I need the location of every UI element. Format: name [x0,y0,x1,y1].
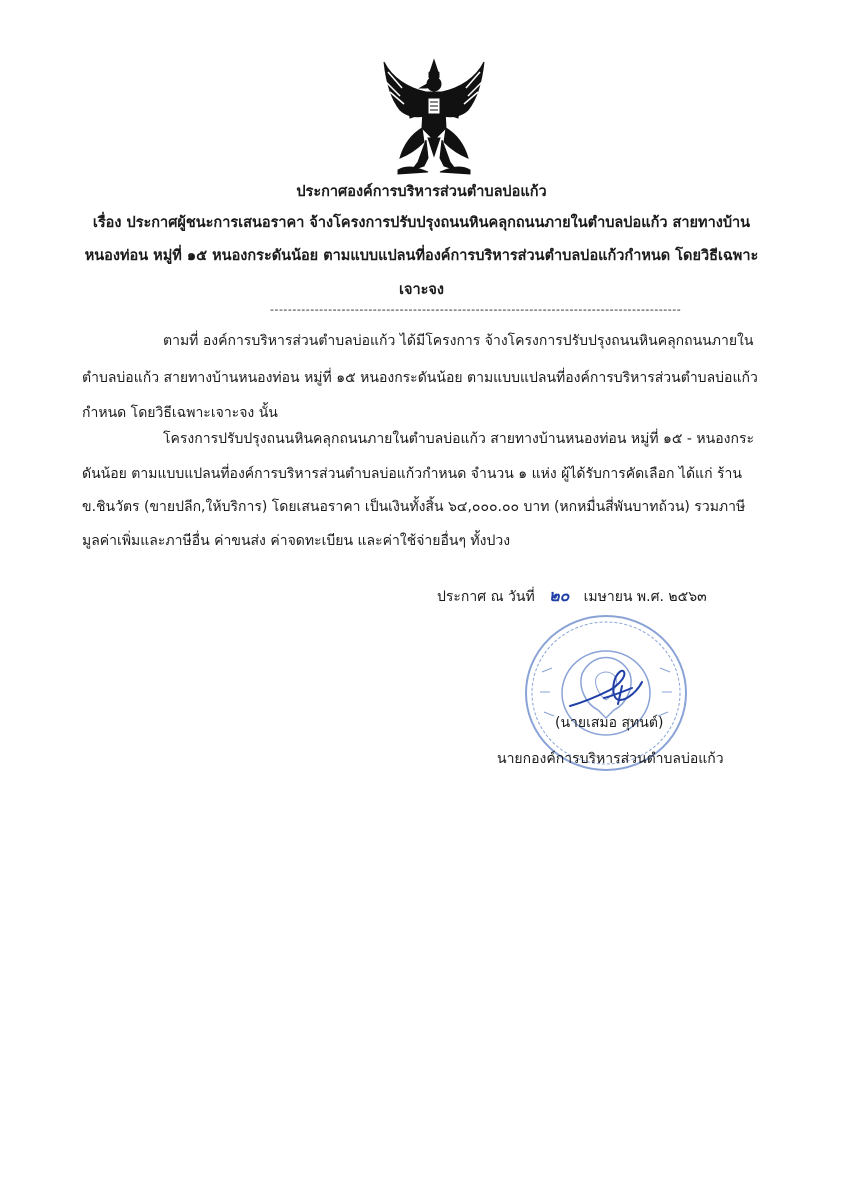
garuda-emblem-icon [378,58,490,176]
signer-position: นายกองค์การบริหารส่วนตำบลบ่อแก้ว [497,751,724,767]
subject-line: หนองท่อน หมู่ที่ ๑๕ หนองกระดันน้อย ตามแบบแปลนที่องค์การบริหารส่วนตำบลบ่อแก้วกำหนด โดยวิธีเฉพาะ [84,248,759,264]
document-title: ประกาศองค์การบริหารส่วนตำบลบ่อแก้ว [296,184,547,200]
paragraph-1-line: ตามที่ องค์การบริหารส่วนตำบลบ่อแก้ว ได้มีโครงการ จ้างโครงการปรับปรุงถนนหินคลุกถนนภายใน [163,333,754,349]
paragraph-1-line: ตำบลบ่อแก้ว สายทางบ้านหนองท่อน หมู่ที่ ๑๕ หนองกระดันน้อย ตามแบบแปลนที่องค์การบริหารส่วนตำบลบ่อแก้ว [82,370,758,386]
announce-prefix: ประกาศ ณ วันที่ [437,589,535,605]
announcement-date [437,584,707,609]
announce-day-handwritten: ๒๐ [549,586,570,605]
subject-line: เรื่อง ประกาศผู้ชนะการเสนอราคา จ้างโครงการปรับปรุงถนนหินคลุกถนนภายในตำบลบ่อแก้ว สายทางบ้าน [92,215,751,231]
signer-name: (นายเสมอ สุทนต์) [555,715,664,731]
paragraph-2-line: ข.ชินวัตร (ขายปลีก,ให้บริการ) โดยเสนอราคา เป็นเงินทั้งสิ้น ๖๔,๐๐๐.๐๐ บาท (หกหมื่นสี่พันบาทถ้วน) รวมภาษี [82,499,746,515]
subject-line: เจาะจง [399,282,444,298]
paragraph-2-line: มูลค่าเพิ่มและภาษีอื่น ค่าขนส่ง ค่าจดทะเบียน และค่าใช้จ่ายอื่นๆ ทั้งปวง [82,533,511,549]
paragraph-2-line: ดันน้อย ตามแบบแปลนที่องค์การบริหารส่วนตำบลบ่อแก้วกำหนด จำนวน ๑ แห่ง ผู้ได้รับการคัดเลือก ได้แก่ ร้าน [82,466,742,482]
separator-line: -------------------------------------------------------------------------------------------- [270,303,682,316]
announce-suffix: เมษายน พ.ศ. ๒๕๖๓ [583,589,707,605]
paragraph-2-line: โครงการปรับปรุงถนนหินคลุกถนนภายในตำบลบ่อแก้ว สายทางบ้านหนองท่อน หมู่ที่ ๑๕ - หนองกระ [163,431,754,447]
signature-icon [560,660,660,720]
paragraph-1-line: กำหนด โดยวิธีเฉพาะเจาะจง นั้น [82,405,278,421]
